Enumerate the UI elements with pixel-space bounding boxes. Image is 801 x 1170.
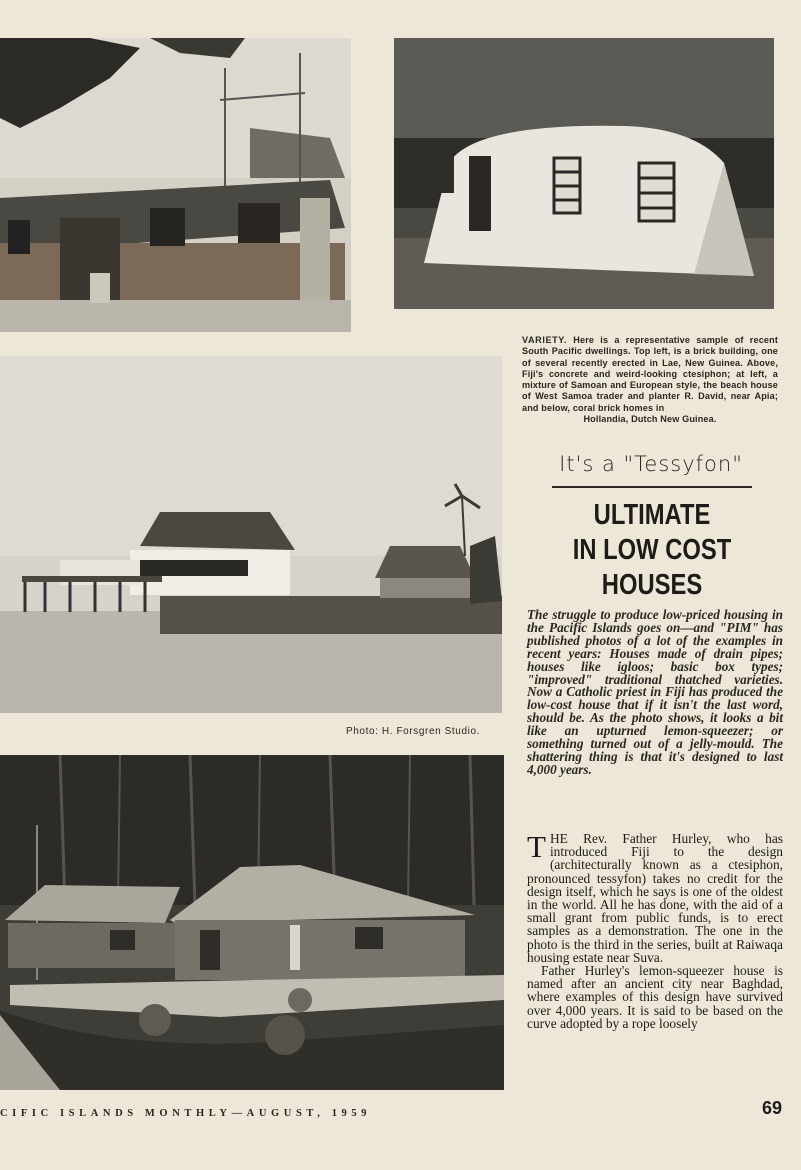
photo-samoan-beach-house — [0, 356, 502, 713]
article-body — [527, 829, 783, 1031]
article-intro: The struggle to produce low-priced housing in the Pacific Islands goes on—and "PIM" has published photos of a lot of the examples in recent years: Houses made of drain pipes; houses like igloos; basic box types; "improved" traditional thatched varieties. Now a Catholic priest in Fiji has produced the low-cost house that if it isn't the last word, should be. As the photo shows, it looks a bit like an upturned lemon-squeezer; or something turned out of a jelly-mould. The shattering thing is that it's designed to last 4,000 years. — [527, 607, 783, 777]
photo-coral-brick-homes — [0, 755, 504, 1090]
headline-line-2: IN LOW COST — [572, 534, 732, 566]
headline-line-3: HOUSES — [601, 569, 703, 601]
article-kicker: It's a "Tessyfon" — [559, 452, 743, 476]
body-paragraph-2: Father Hurley's lemon-squeezer house is named after an ancient city near Baghdad, where examples of this design have survived over 4,000 years. It is said to be based on the curve adopted by a rope loosely — [527, 963, 783, 1031]
caption-lead: VARIETY. — [522, 335, 568, 345]
drop-cap: T — [527, 829, 546, 864]
photo-credit: Photo: H. Forsgren Studio. — [346, 726, 480, 737]
photo-ctesiphon — [394, 38, 774, 309]
photo-brick-building — [0, 38, 351, 332]
page-footer: CIFIC ISLANDS MONTHLY—AUGUST, 1959 — [0, 1108, 372, 1119]
body-paragraph-1-text: HE Rev. Father Hurley, who has introduced Fiji to the design (architecturally known as a ctesiphon, pronounced tessyfon) takes no credit for the design itself, which he says is one of the oldest in the world. All he has done, with the aid of a small grant from public funds, is to erect samples as a demonstration. The one in the photo is the third in the series, built at Raiwaqa housing estate near Suva. — [527, 831, 783, 965]
page-number: 69 — [762, 1098, 783, 1118]
body-paragraph-1 — [527, 829, 783, 965]
caption-text: Here is a representative sample of recent South Pacific dwellings. Top left, is a brick building, one of several recently erected in Lae, New Guinea. Above, Fiji's concrete and weird-looking ctesiphon; at left, a mixture of Samoan and European style, the beach house of West Samoa trader and planter R. David, near Apia; and below, coral brick homes in — [522, 335, 779, 413]
caption-last-line: Hollandia, Dutch New Guinea. — [583, 414, 717, 425]
article-headline — [547, 498, 757, 603]
headline-line-1: ULTIMATE — [593, 499, 711, 531]
photo-caption — [522, 335, 778, 425]
kicker-rule — [552, 486, 752, 488]
